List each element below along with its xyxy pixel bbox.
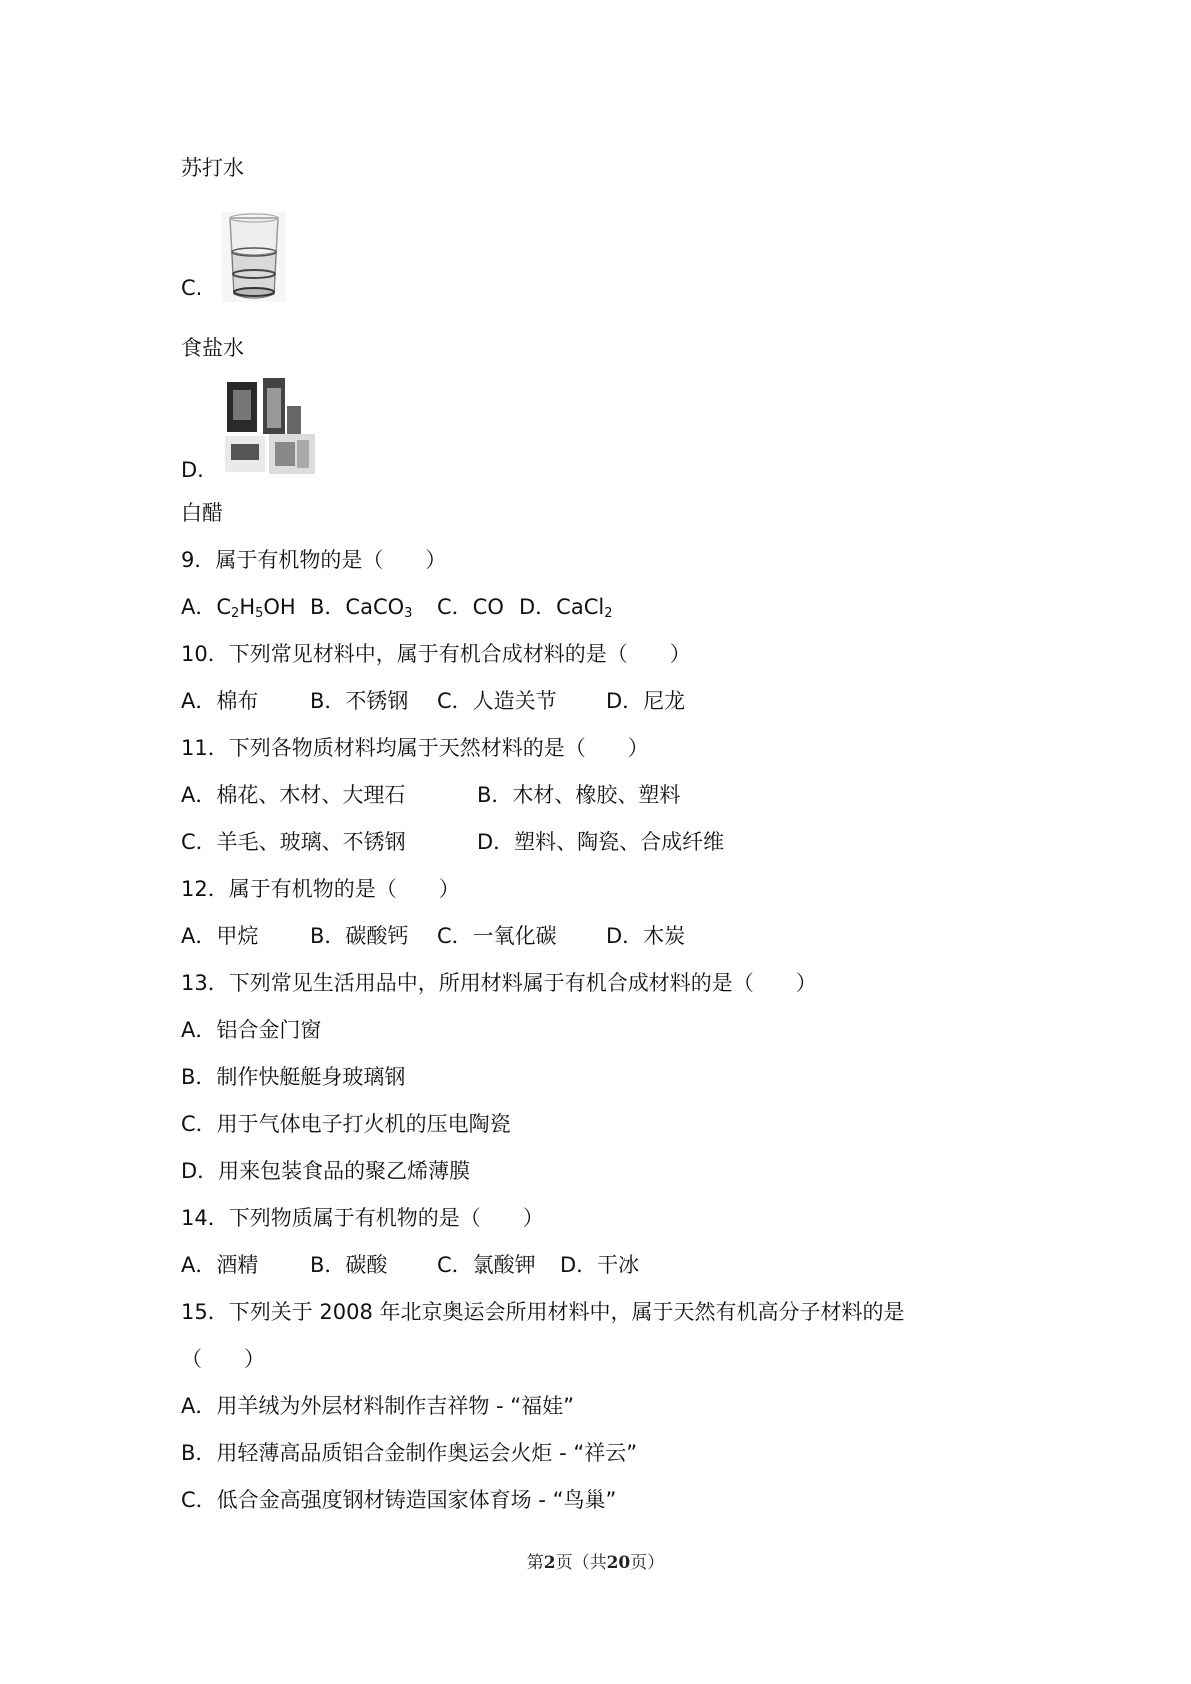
glass-of-water-icon (222, 212, 286, 302)
q15-option-c: C．低合金高强度钢材铸造国家体育场 - “鸟巢” (181, 1488, 617, 1512)
q12-option-c: C．一氧化碳 (437, 924, 557, 948)
option-d-label: D. (181, 458, 204, 482)
question-9-stem: 9．属于有机物的是（ ） (181, 548, 447, 572)
page-footer: 第2页（共20页） (526, 1553, 665, 1573)
q15-option-a: A．用羊绒为外层材料制作吉祥物 - “福娃” (181, 1394, 575, 1418)
option-d-caption: 白醋 (181, 501, 223, 525)
q13-option-b: B．制作快艇艇身玻璃钢 (181, 1065, 406, 1089)
page-total: 20 (606, 1553, 631, 1573)
q14-option-b: B．碳酸 (310, 1253, 388, 1277)
q9-option-c: C．CO (437, 595, 504, 619)
page-number: 2 (543, 1553, 556, 1573)
q11-option-d: D．塑料、陶瓷、合成纤维 (477, 830, 725, 854)
question-15-stem-cont: （ ） (181, 1347, 265, 1371)
q11-option-a: A．棉花、木材、大理石 (181, 783, 406, 807)
q13-option-a: A．铝合金门窗 (181, 1018, 322, 1042)
question-11-stem: 11．下列各物质材料均属于天然材料的是（ ） (181, 736, 649, 760)
option-b-caption: 苏打水 (181, 156, 244, 180)
question-10-stem: 10．下列常见材料中，属于有机合成材料的是（ ） (181, 642, 691, 666)
q14-option-c: C．氯酸钾 (437, 1253, 536, 1277)
question-12-stem: 12．属于有机物的是（ ） (181, 877, 460, 901)
vinegar-bottles-icon (225, 378, 317, 476)
option-c-label: C. (181, 276, 203, 300)
q15-option-b: B．用轻薄高品质铝合金制作奥运会火炬 - “祥云” (181, 1441, 638, 1465)
q11-option-c: C．羊毛、玻璃、不锈钢 (181, 830, 406, 854)
q9-option-a: A．$C_2H_5OH$ (181, 595, 296, 621)
q10-option-b: B．不锈钢 (310, 689, 409, 713)
q12-option-a: A．甲烷 (181, 924, 259, 948)
q9-option-d: D．CaCl$_2$ (519, 595, 613, 621)
question-13-stem: 13．下列常见生活用品中，所用材料属于有机合成材料的是（ ） (181, 971, 817, 995)
q13-option-d: D．用来包装食品的聚乙烯薄膜 (181, 1159, 471, 1183)
q10-option-c: C．人造关节 (437, 689, 557, 713)
q9-option-b: B．CaCO$_3$ (310, 595, 413, 621)
q13-option-c: C．用于气体电子打火机的压电陶瓷 (181, 1112, 511, 1136)
question-14-stem: 14．下列物质属于有机物的是（ ） (181, 1206, 544, 1230)
q10-option-d: D．尼龙 (606, 689, 686, 713)
q12-option-d: D．木炭 (606, 924, 686, 948)
q10-option-a: A．棉布 (181, 689, 259, 713)
question-15-stem: 15．下列关于 2008 年北京奥运会所用材料中，属于天然有机高分子材料的是 (181, 1300, 905, 1324)
q14-option-a: A．酒精 (181, 1253, 259, 1277)
q12-option-b: B．碳酸钙 (310, 924, 409, 948)
q14-option-d: D．干冰 (560, 1253, 640, 1277)
option-c-caption: 食盐水 (181, 336, 244, 360)
q11-option-b: B．木材、橡胶、塑料 (477, 783, 681, 807)
